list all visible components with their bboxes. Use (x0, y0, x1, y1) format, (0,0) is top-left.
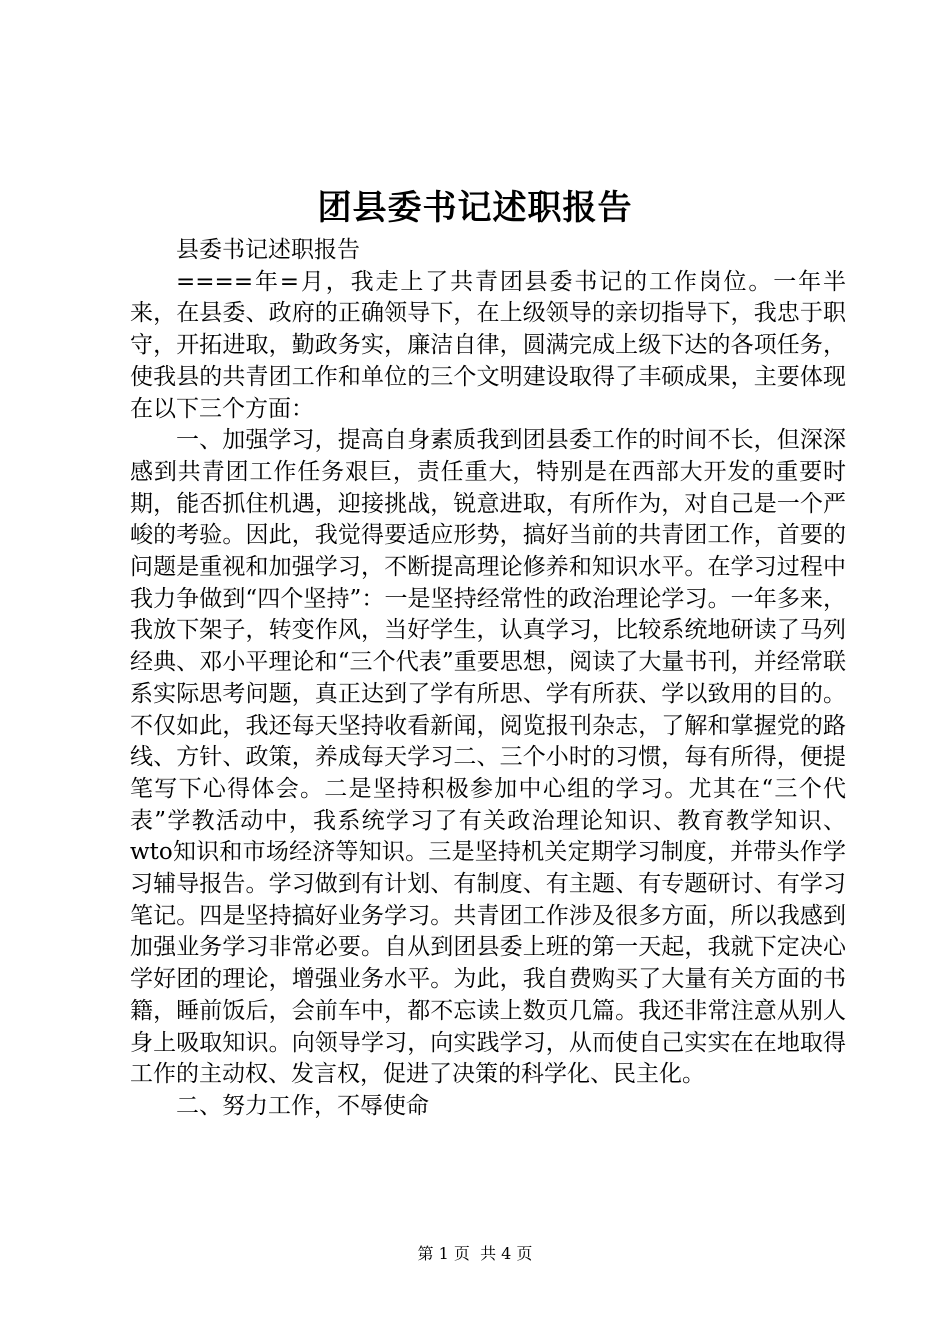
paragraph-subtitle: 县委书记述职报告 (176, 237, 360, 263)
page-number-label: 第 1 页 共 4 页 (417, 1244, 533, 1263)
document-body (130, 235, 846, 1123)
page-footer (0, 1243, 950, 1265)
paragraph-section-2-heading: 二、努力工作，不辱使命 (176, 1092, 429, 1119)
paragraph-section-1: 一、加强学习，提高自身素质我到团县委工作的时间不长，但深深感到共青团工作任务艰巨，责任重大，特别是在西部大开发的重要时期，能否抓住机遇，迎接挑战，锐意进取，有所作为，对自己是一个严峻的考验。因此，我觉得要适应形势，搞好当前的共青团工作，首要的问题是重视和加强学习，不断提高理论修养和知识水平。在学习过程中我力争做到“四个坚持”：一是坚持经常性的政治理论学习。一年多来，我放下架子，转变作风，当好学生，认真学习，比较系统地研读了马列经典、邓小平理论和“三个代表”重要思想，阅读了大量书刊，并经常联系实际思考问题，真正达到了学有所思、学有所获、学以致用的目的。不仅如此，我还每天坚持收看新闻，阅览报刊杂志，了解和掌握党的路线、方针、政策，养成每天学习二、三个小时的习惯，每有所得，便提笔写下心得体会。二是坚持积极参加中心组的学习。尤其在“三个代表”学教活动中，我系统学习了有关政治理论知识、教育教学知识、wto知识和市场经济等知识。三是坚持机关定期学习制度，并带头作学习辅导报告。学习做到有计划、有制度、有主题、有专题研讨、有学习笔记。四是坚持搞好业务学习。共青团工作涉及很多方面，所以我感到加强业务学习非常必要。自从到团县委上班的第一天起，我就下定决心学好团的理论，增强业务水平。为此，我自费购买了大量有关方面的书籍，睡前饭后，会前车中，都不忘读上数页几篇。我还非常注意从别人身上吸取知识。向领导学习，向实践学习，从而使自己实实在在地取得工作的主动权、发言权，促进了决策的科学化、民主化。 (130, 427, 846, 1088)
paragraph-intro: ====年=月，我走上了共青团县委书记的工作岗位。一年半来，在县委、政府的正确领导下，在上级领导的亲切指导下，我忠于职守，开拓进取，勤政务实，廉洁自律，圆满完成上级下达的各项任务，使我县的共青团工作和单位的三个文明建设取得了丰硕成果，主要体现在以下三个方面： (130, 268, 846, 422)
page-title: 团县委书记述职报告 (317, 188, 633, 228)
